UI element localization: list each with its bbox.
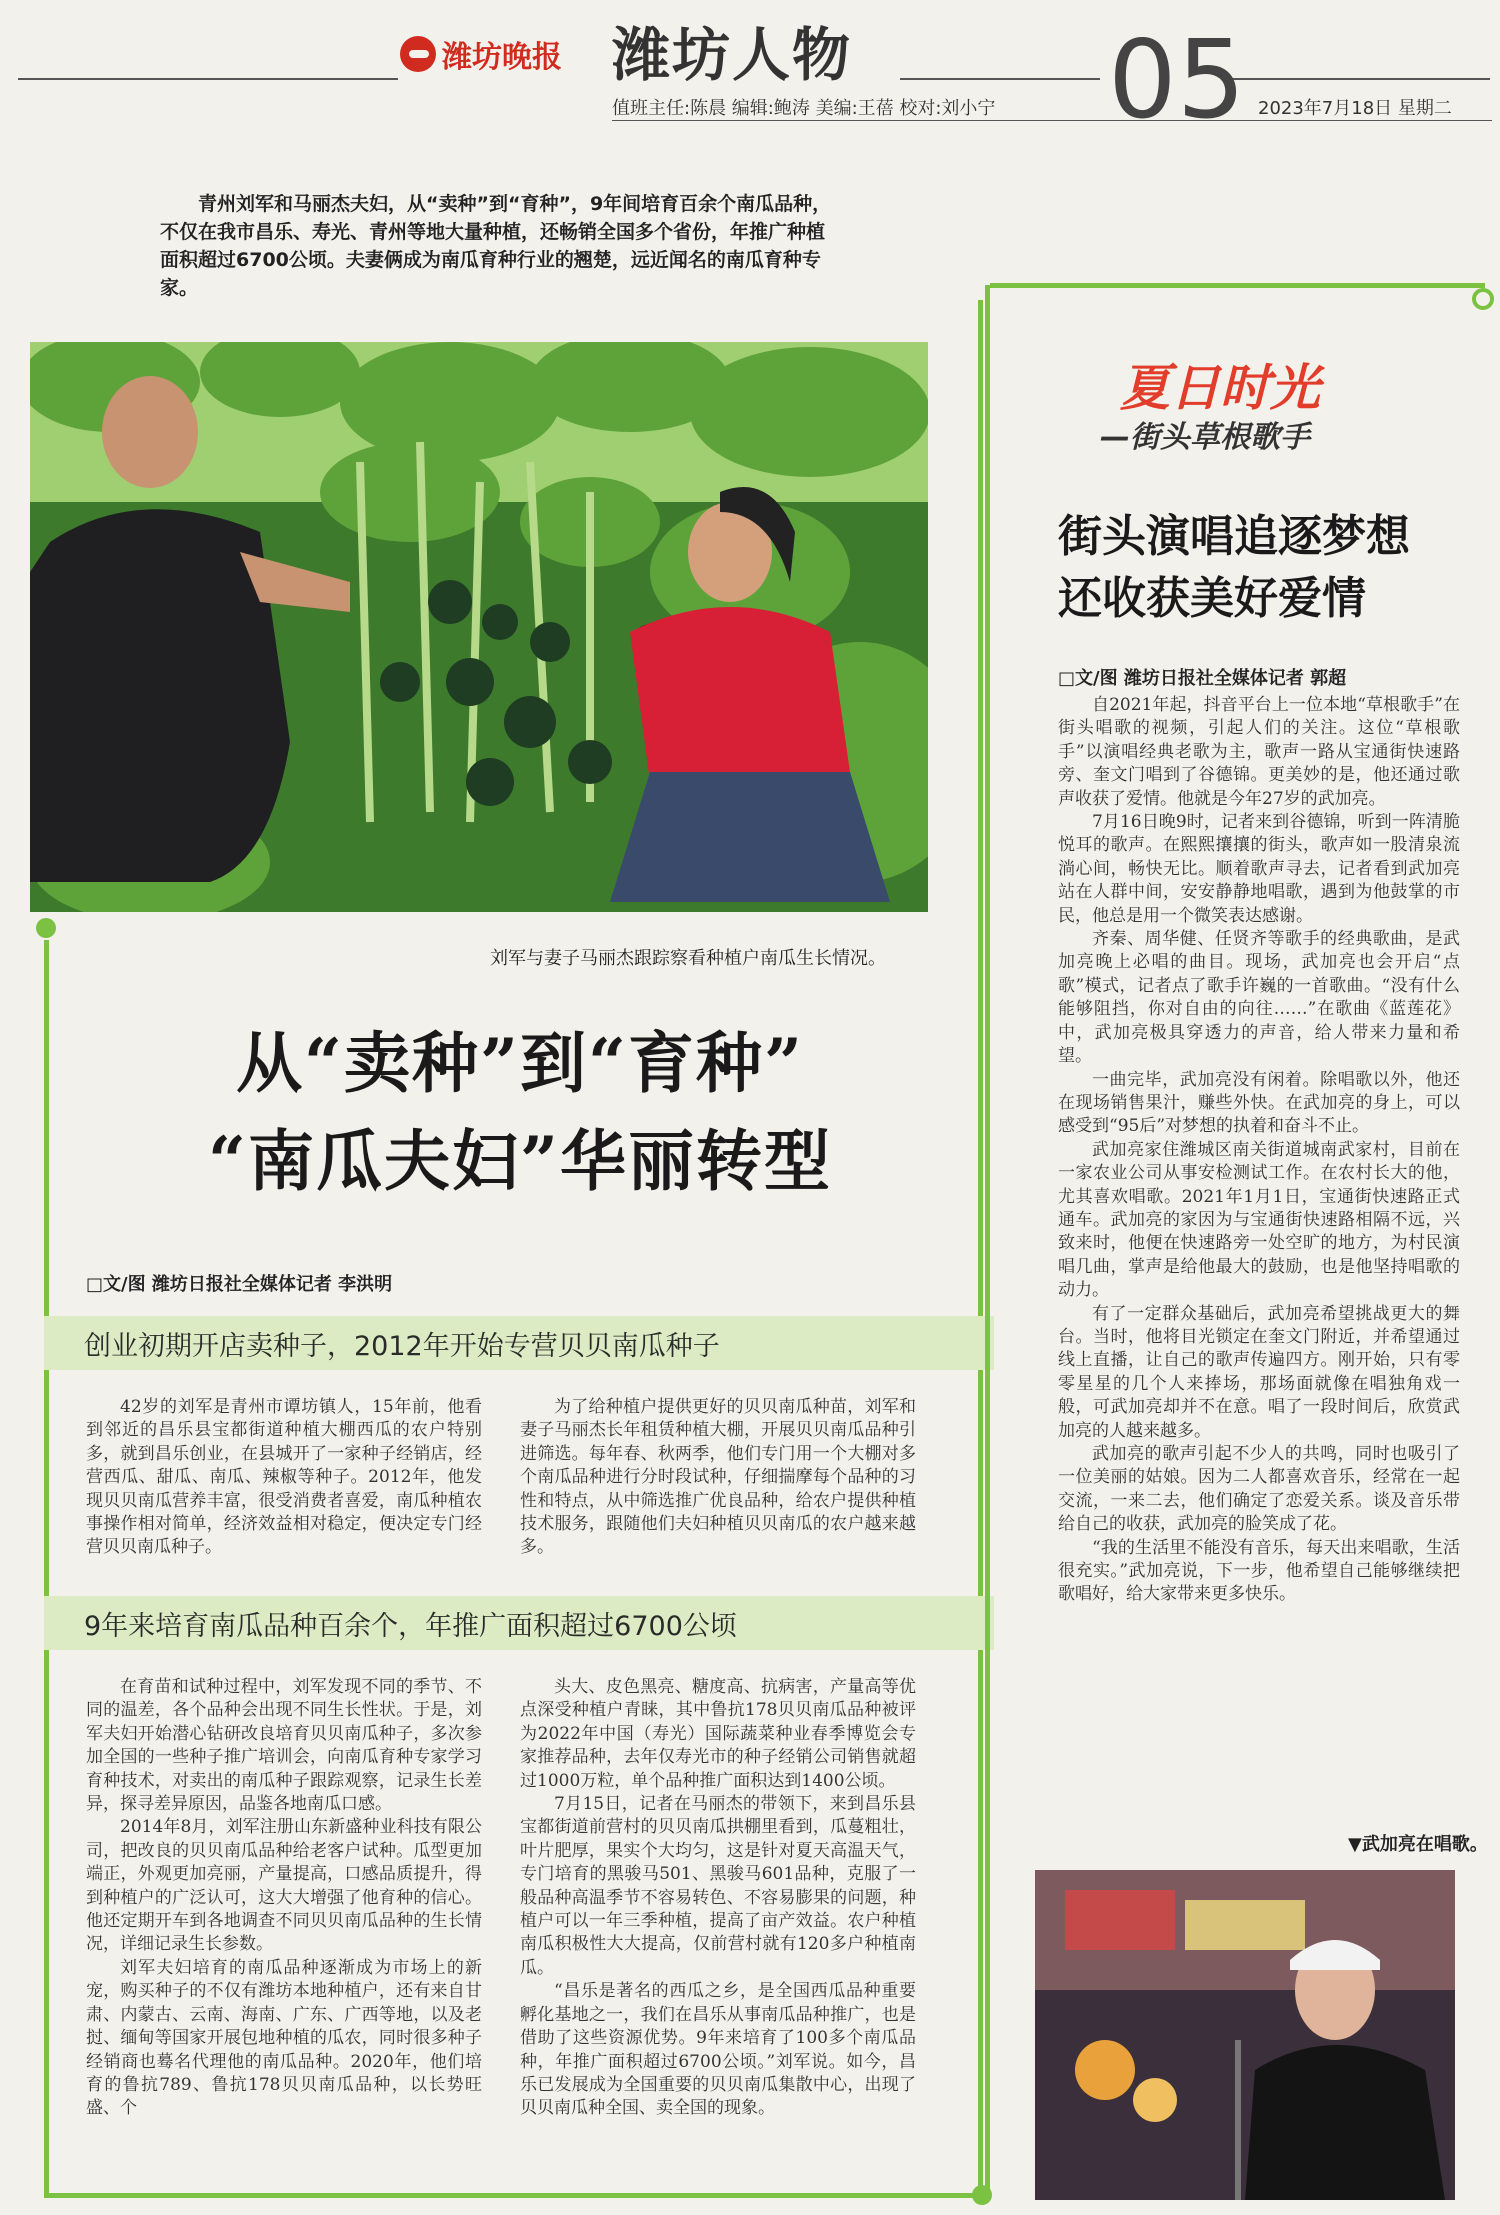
- side-byline: □文/图 潍坊日报社全媒体记者 郭超: [1058, 668, 1347, 689]
- paragraph: 自2021年起，抖音平台上一位本地“草根歌手”在街头唱歌的视频，引起人们的关注。这位“草根歌手”以演唱经典老歌为主，歌声一路从宝通街快速路旁、奎文门唱到了谷德锦。更美妙的是，他还通过歌声收获了爱情。他就是今年27岁的武加亮。: [1058, 695, 1460, 809]
- side-headline-line1: 街头演唱追逐梦想: [1058, 511, 1410, 562]
- main-frame-left: [44, 940, 49, 2195]
- staff-credits: 值班主任:陈晨 编辑:鲍涛 美编:王蓓 校对:刘小宁: [612, 98, 996, 119]
- frame-ring: [1472, 288, 1494, 310]
- paragraph: 7月16日晚9时，记者来到谷德锦，听到一阵清脆悦耳的歌声。在熙熙攘攘的街头，歌声如一股清泉流淌心间，畅快无比。顺着歌声寻去，记者看到武加亮站在人群中间，安安静静地唱歌，遇到为他鼓掌的市民，他总是用一个微笑表达感谢。: [1058, 812, 1460, 926]
- paragraph: 头大、皮色黑亮、糖度高、抗病害，产量高等优点深受种植户青睐，其中鲁抗178贝贝南瓜品种被评为2022年中国（寿光）国际蔬菜种业春季博览会专家推荐品种，去年仅寿光市的种子经销公司销售就超过1000万粒，单个品种推广面积达到1400公顷。: [520, 1677, 916, 1791]
- masthead-rule-right: [1225, 78, 1490, 80]
- paragraph: 齐秦、周华健、任贤齐等歌手的经典歌曲，是武加亮晚上必唱的曲目。现场，武加亮也会开启“点歌”模式，记者点了歌手许巍的一首歌曲。“没有什么能够阻挡，你对自由的向往……”在歌曲《蓝莲花》中，武加亮极具穿透力的声音，给人带来力量和希望。: [1058, 929, 1460, 1067]
- paragraph: 武加亮的歌声引起不少人的共鸣，同时也吸引了一位美丽的姑娘。因为二人都喜欢音乐，经常在一起交流，一来二去，他们确定了恋爱关系。谈及音乐带给自己的收获，武加亮的脸笑成了花。: [1058, 1444, 1460, 1535]
- page-number: 05: [1108, 18, 1246, 143]
- main-byline: □文/图 潍坊日报社全媒体记者 李洪明: [86, 1274, 393, 1295]
- main-photo: [30, 342, 928, 912]
- paragraph: “昌乐是著名的西瓜之乡，是全国西瓜品种重要孵化基地之一，我们在昌乐从事南瓜品种推广，也是借助了这些资源优势。9年来培育了100多个南瓜品种，年推广面积超过6700公顷。”刘军说。如今，昌乐已发展成为全国重要的贝贝南瓜集散中心，出现了贝贝南瓜种全国、卖全国的现象。: [520, 1981, 916, 2119]
- main-headline-line1: 从“卖种”到“育种”: [236, 1024, 804, 1102]
- logo-icon: [400, 36, 436, 72]
- paragraph: 有了一定群众基础后，武加亮希望挑战更大的舞台。当时，他将目光锁定在奎文门附近，并希望通过线上直播，让自己的歌声传遍四方。刚开始，只有零零星星的几个人来捧场，那场面就像在唱独角戏一般，可武加亮却并不在意。唱了一段时间后，欣赏武加亮的人越来越多。: [1058, 1303, 1460, 1441]
- side-article-body: [1058, 694, 1460, 1607]
- paragraph: 武加亮家住潍城区南关街道城南武家村，目前在一家农业公司从事安检测试工作。在农村长大的他，尤其喜欢唱歌。2021年1月1日，宝通街快速路正式通车。武加亮的家因为与宝通街快速路相隔不远，兴致来时，他便在快速路旁一处空旷的地方，为村民演唱几曲，掌声是给他最大的鼓励，也是他坚持唱歌的动力。: [1058, 1139, 1460, 1301]
- newspaper-logo: [400, 28, 600, 80]
- subhead-2: 9年来培育南瓜品种百余个，年推广面积超过6700公顷: [44, 1596, 994, 1650]
- subhead-1: 创业初期开店卖种子，2012年开始专营贝贝南瓜种子: [44, 1316, 994, 1370]
- paragraph: 2014年8月，刘军注册山东新盛种业科技有限公司，把改良的贝贝南瓜品种给老客户试种。瓜型更加端正，外观更加亮丽，产量提高，口感品质提升，得到种植户的广泛认可，这大大增强了他育种的信心。他还定期开车到各地调查不同贝贝南瓜品种的生长情况，详细记录生长参数。: [86, 1817, 482, 1955]
- paragraph: “我的生活里不能没有音乐，每天出来唱歌，生活很充实。”武加亮说，下一步，他希望自己能够继续把歌唱好，给大家带来更多快乐。: [1058, 1537, 1460, 1605]
- street-singer-photo: [1035, 1870, 1455, 2200]
- lead-paragraph: 青州刘军和马丽杰夫妇，从“卖种”到“育种”，9年间培育百余个南瓜品种，不仅在我市昌乐、寿光、青州等地大量种植，还畅销全国多个省份，年推广种植面积超过6700公顷。夫妻俩成为南瓜育种行业的翘楚，远近闻名的南瓜育种专家。: [160, 193, 832, 299]
- section1-column-1: [86, 1396, 482, 1560]
- pumpkin-field-photo: [30, 342, 928, 912]
- section1-column-2: [520, 1396, 916, 1560]
- frame-dot: [36, 918, 56, 938]
- main-photo-caption: 刘军与妻子马丽杰跟踪察看种植户南瓜生长情况。: [490, 948, 886, 969]
- masthead-rule-mid: [900, 78, 1100, 80]
- section2-column-1: [86, 1676, 482, 2121]
- section2-column-2: [520, 1676, 916, 2121]
- singer-photo: [1035, 1870, 1455, 2200]
- paragraph: 刘军夫妇培育的南瓜品种逐渐成为市场上的新宠，购买种子的不仅有潍坊本地种植户，还有来自甘肃、内蒙古、云南、海南、广东、广西等地，以及老挝、缅甸等国家开展包地种植的瓜农，同时很多种子经销商也蓦名代理他的南瓜品种。2020年，他们培育的鲁抗789、鲁抗178贝贝南瓜品种，以长势旺盛、个: [86, 1957, 482, 2119]
- column-subtitle: —街头草根歌手: [1100, 420, 1310, 455]
- main-headline-line2: “南瓜夫妇”华丽转型: [208, 1122, 832, 1200]
- paragraph: 在育苗和试种过程中，刘军发现不同的季节、不同的温差，各个品种会出现不同生长性状。于是，刘军夫妇开始潜心钻研改良培育贝贝南瓜种子，多次参加全国的一些种子推广培训会，向南瓜育种专家学习育种技术，对卖出的南瓜种子跟踪观察，记录生长差异，探寻差异原因，品鉴各地南瓜口感。: [86, 1677, 482, 1815]
- side-photo-caption: ▼武加亮在唱歌。: [1348, 1834, 1488, 1855]
- side-headline: [1058, 506, 1498, 630]
- side-frame-top: [990, 283, 1485, 288]
- masthead-rule-left: [18, 78, 398, 80]
- paragraph: 一曲完毕，武加亮没有闲着。除唱歌以外，他还在现场销售果汁，赚些外快。在武加亮的身上，可以感受到“95后”对梦想的执着和奋斗不止。: [1058, 1069, 1460, 1137]
- main-frame-bottom: [44, 2193, 983, 2198]
- staff-rule: [612, 120, 1492, 121]
- paragraph: 为了给种植户提供更好的贝贝南瓜种苗，刘军和妻子马丽杰长年租赁种植大棚，开展贝贝南瓜品种引进筛选。每年春、秋两季，他们专门用一个大棚对多个南瓜品种进行分时段试种，仔细揣摩每个品种的习性和特点，从中筛选推广优良品种，给农户提供种植技术服务，跟随他们夫妇种植贝贝南瓜的农户越来越多。: [520, 1397, 916, 1558]
- paragraph: 42岁的刘军是青州市谭坊镇人，15年前，他看到邻近的昌乐县宝都街道种植大棚西瓜的农户特别多，就到昌乐创业，在县城开了一家种子经销店，经营西瓜、甜瓜、南瓜、辣椒等种子。2012年，他发现贝贝南瓜营养丰富，很受消费者喜爱，南瓜种植农事操作相对简单，经济效益相对稳定，便决定专门经营贝贝南瓜种子。: [86, 1397, 482, 1558]
- issue-date: 2023年7月18日 星期二: [1258, 98, 1452, 119]
- paragraph: 7月15日，记者在马丽杰的带领下，来到昌乐县宝都街道前营村的贝贝南瓜拱棚里看到，瓜蔓粗壮，叶片肥厚，果实个大均匀，这是针对夏天高温天气，专门培育的黑骏马501、黑骏马601品种，克服了一般品种高温季节不容易转色、不容易膨果的问题，种植户可以一年三季种植，提高了亩产效益。农户种植南瓜积极性大大提高，仅前营村就有120多户种植南瓜。: [520, 1794, 916, 1978]
- main-frame-right: [978, 300, 983, 2195]
- side-frame-left: [985, 285, 990, 2195]
- section-title: 潍坊人物: [612, 21, 853, 89]
- side-headline-line2: 还收获美好爱情: [1058, 573, 1366, 624]
- column-title: 夏日时光: [1120, 359, 1320, 417]
- logo-text: 潍坊晚报: [442, 40, 562, 75]
